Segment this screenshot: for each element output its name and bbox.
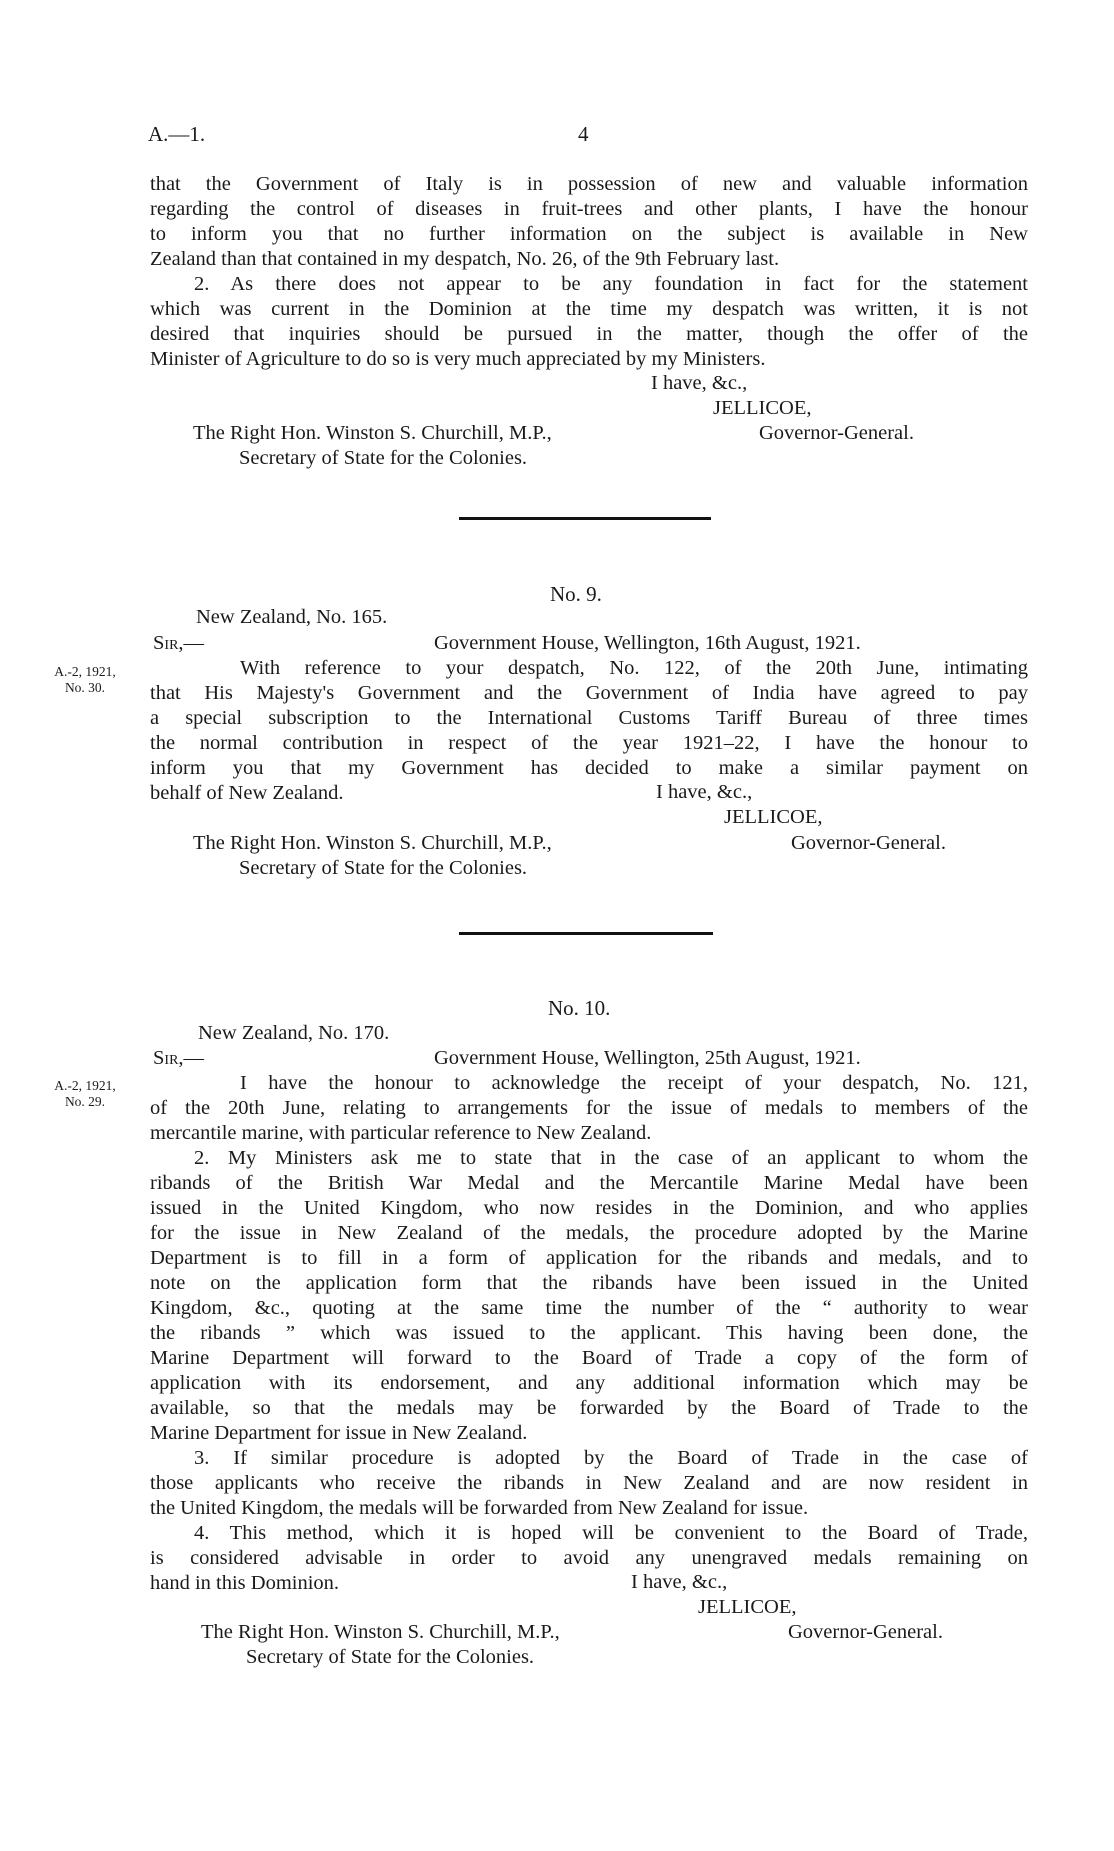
prev-paragraph-1 (150, 172, 1028, 272)
text-line: mercantile marine, with particular reference to New Zealand. (150, 1122, 652, 1144)
section10-paragraph-2 (150, 1146, 1028, 1446)
addressee: The Right Hon. Winston S. Churchill, M.P., (193, 832, 552, 854)
closing: I have, &c., (651, 372, 748, 394)
text-line: Kingdom, &c., quoting at the same time the number of the “ authority to wear (150, 1297, 1028, 1319)
text-line: 3. If similar procedure is adopted by the Board of Trade in the case of (194, 1447, 1028, 1469)
text-line: the normal contribution in respect of the year 1921–22, I have the honour to (150, 732, 1028, 754)
section9-paragraph-1 (150, 656, 1028, 806)
text-line: application with its endorsement, and any additional information which may be (150, 1372, 1028, 1394)
salutation: Sir,— (153, 632, 205, 654)
prev-paragraph-2 (150, 272, 1028, 372)
place-date: Government House, Wellington, 16th August, 1921. (434, 632, 861, 654)
text-line: inform you that my Government has decided to make a similar payment on (150, 757, 1028, 779)
despatch-ref: New Zealand, No. 170. (198, 1022, 390, 1044)
signature: JELLICOE, (713, 397, 812, 419)
text-line: regarding the control of diseases in fruit-trees and other plants, I have the honour (150, 198, 1028, 220)
page-number: 4 (578, 122, 589, 146)
place-date: Government House, Wellington, 25th August, 1921. (434, 1047, 861, 1069)
text-line: for the issue in New Zealand of the medals, the procedure adopted by the Marine (150, 1222, 1028, 1244)
margin-note-line: No. 29. (64, 1094, 106, 1109)
text-line: the United Kingdom, the medals will be forwarded from New Zealand for issue. (150, 1497, 809, 1519)
text-line: Department is to fill in a form of application for the ribands and medals, and to (150, 1247, 1028, 1269)
signature: JELLICOE, (698, 1596, 797, 1618)
addressee: The Right Hon. Winston S. Churchill, M.P., (201, 1621, 560, 1643)
page-ref: A.—1. (148, 122, 206, 146)
text-line: available, so that the medals may be forwarded by the Board of Trade to the (150, 1397, 1028, 1419)
text-line: is considered advisable in order to avoid any unengraved medals remaining on (150, 1547, 1028, 1569)
margin-note-line: No. 30. (64, 680, 106, 695)
section10-paragraph-1 (150, 1071, 1028, 1146)
section10-paragraph-4 (150, 1521, 1028, 1596)
despatch-number: No. 10. (548, 996, 611, 1020)
margin-note-line: A.-2, 1921, (54, 1078, 116, 1093)
despatch-ref: New Zealand, No. 165. (196, 606, 388, 628)
text-line: hand in this Dominion. (150, 1572, 340, 1594)
closing: I have, &c., (656, 781, 753, 803)
text-line: which was current in the Dominion at the time my despatch was written, it is not (150, 298, 1028, 320)
text-line: note on the application form that the ribands have been issued in the United (150, 1272, 1028, 1294)
margin-note (40, 1078, 130, 1110)
addressee-title: Secretary of State for the Colonies. (246, 1646, 535, 1668)
text-line: 2. As there does not appear to be any foundation in fact for the statement (194, 273, 1028, 295)
signer-title: Governor-General. (759, 422, 914, 444)
text-line: of the 20th June, relating to arrangements for the issue of medals to members of the (150, 1097, 1028, 1119)
signer-title: Governor-General. (791, 832, 946, 854)
addressee-title: Secretary of State for the Colonies. (239, 447, 528, 469)
text-line: ribands of the British War Medal and the Mercantile Marine Medal have been (150, 1172, 1028, 1194)
despatch-number: No. 9. (550, 582, 602, 606)
text-line: Marine Department for issue in New Zealand. (150, 1422, 528, 1444)
section10-paragraph-3 (150, 1446, 1028, 1521)
text-line: Minister of Agriculture to do so is very much appreciated by my Ministers. (150, 348, 766, 370)
salutation: Sir,— (153, 1047, 205, 1069)
text-line: With reference to your despatch, No. 122, of the 20th June, intimating (240, 657, 1028, 679)
text-line: behalf of New Zealand. (150, 782, 344, 804)
section-divider (459, 932, 713, 935)
text-line: Zealand than that contained in my despatch, No. 26, of the 9th February last. (150, 248, 780, 270)
margin-note (40, 664, 130, 696)
closing: I have, &c., (631, 1571, 728, 1593)
text-line: the ribands ” which was issued to the applicant. This having been done, the (150, 1322, 1028, 1344)
addressee: The Right Hon. Winston S. Churchill, M.P., (193, 422, 552, 444)
section-divider (459, 517, 711, 520)
text-line: that the Government of Italy is in possession of new and valuable information (150, 173, 1028, 195)
text-line: that His Majesty's Government and the Government of India have agreed to pay (150, 682, 1028, 704)
text-line: Marine Department will forward to the Board of Trade a copy of the form of (150, 1347, 1028, 1369)
text-line: those applicants who receive the ribands in New Zealand and are now resident in (150, 1472, 1028, 1494)
margin-note-line: A.-2, 1921, (54, 664, 116, 679)
text-line: issued in the United Kingdom, who now resides in the Dominion, and who applies (150, 1197, 1028, 1219)
signer-title: Governor-General. (788, 1621, 943, 1643)
text-line: desired that inquiries should be pursued in the matter, though the offer of the (150, 323, 1028, 345)
addressee-title: Secretary of State for the Colonies. (239, 857, 528, 879)
text-line: I have the honour to acknowledge the receipt of your despatch, No. 121, (240, 1072, 1028, 1094)
text-line: a special subscription to the International Customs Tariff Bureau of three times (150, 707, 1028, 729)
signature: JELLICOE, (724, 806, 823, 828)
text-line: to inform you that no further information on the subject is available in New (150, 223, 1028, 245)
text-line: 2. My Ministers ask me to state that in the case of an applicant to whom the (194, 1147, 1028, 1169)
text-line: 4. This method, which it is hoped will be convenient to the Board of Trade, (194, 1522, 1028, 1544)
